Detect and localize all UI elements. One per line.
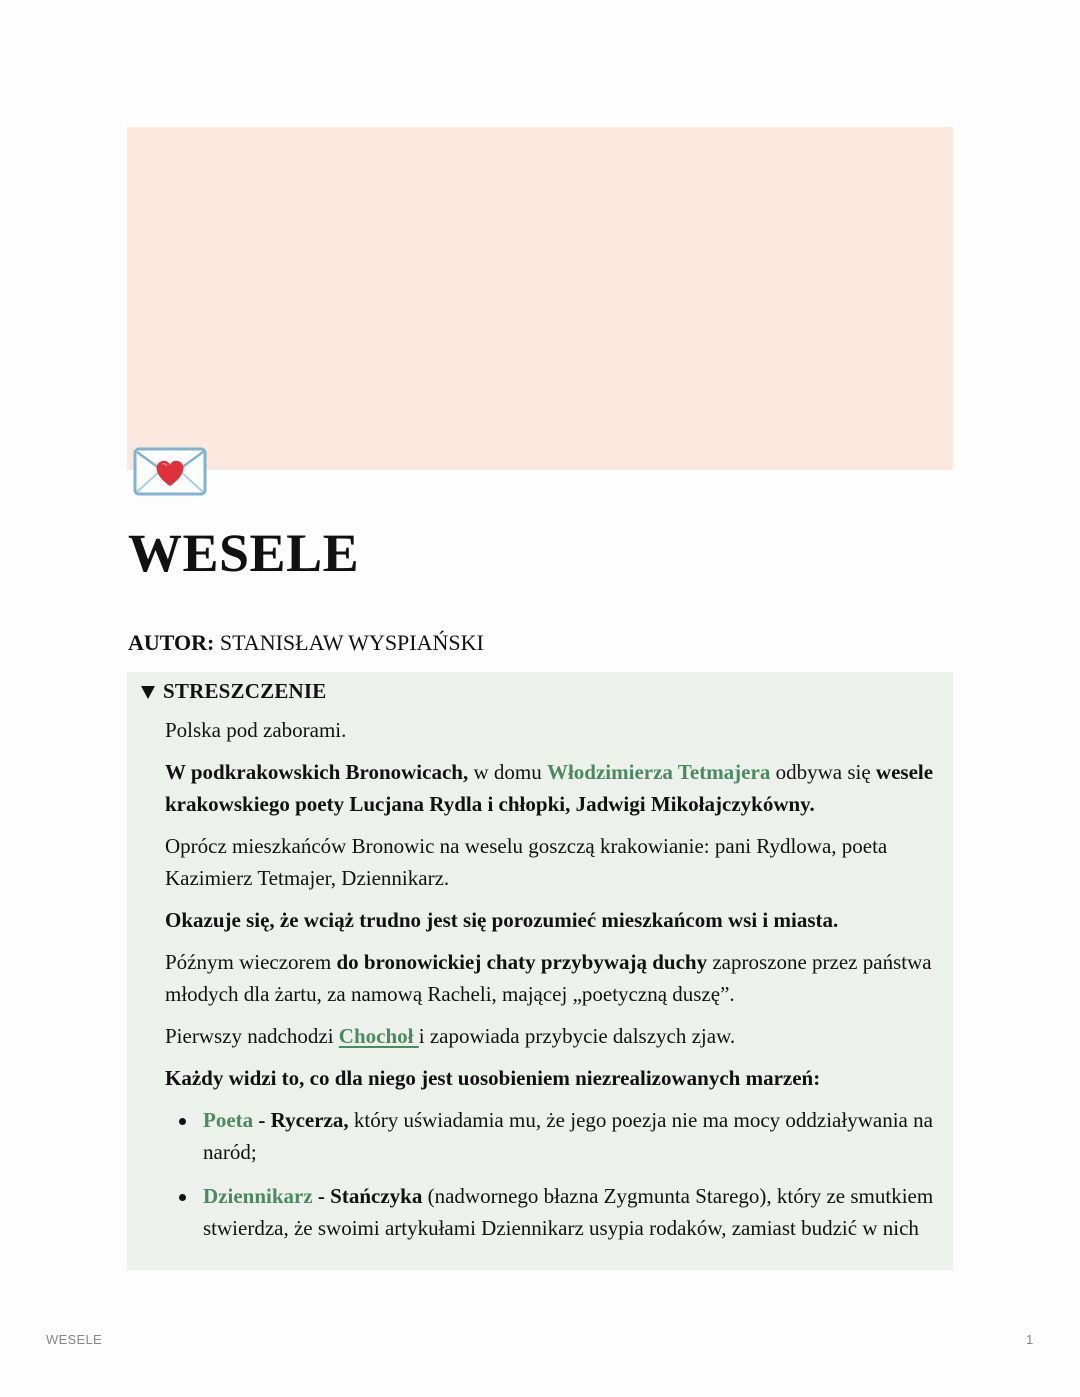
author-line bbox=[128, 628, 484, 658]
summary-toggle-block bbox=[127, 672, 953, 1270]
summary-paragraph-2: W podkrakowskich Bronowicach, w domu Włodzimierza Tetmajera odbywa się wesele krakowskiego poety Lucjana Rydla i chłopki, Jadwigi Mikołajczykówny. bbox=[165, 760, 934, 816]
triangle-down-icon[interactable] bbox=[141, 686, 155, 699]
highlight-tetmajer: Włodzimierza Tetmajera bbox=[546, 760, 771, 784]
bold-text: do bronowickiej chaty przybywają duchy bbox=[336, 950, 708, 974]
summary-toggle[interactable] bbox=[141, 676, 326, 706]
chochol-link[interactable]: Chochoł bbox=[338, 1024, 419, 1048]
character-name: Poeta bbox=[203, 1108, 254, 1132]
author-label: AUTOR: bbox=[128, 630, 215, 655]
summary-content bbox=[165, 714, 945, 1256]
summary-paragraph-1: Polska pod zaborami. bbox=[165, 718, 347, 742]
summary-paragraph-5: Późnym wieczorem do bronowickiej chaty przybywają duchy zaproszone przez państwa młodych dla żartu, za namową Racheli, mającej „poetyczną duszę”. bbox=[165, 950, 932, 1006]
author-name: STANISŁAW WYSPIAŃSKI bbox=[219, 630, 484, 655]
page-title: WESELE bbox=[128, 523, 360, 583]
ghost-name: Stańczyka bbox=[330, 1184, 423, 1208]
bold-text: W podkrakowskich Bronowicach, bbox=[165, 760, 469, 784]
ghost-name: Rycerza, bbox=[270, 1108, 349, 1132]
character-name: Dziennikarz bbox=[203, 1184, 313, 1208]
bold-text: wesele krakowskiego poety Lucjana Rydla i chłopki, Jadwigi Mikołajczykówny. bbox=[165, 760, 934, 816]
footer-title: WESELE bbox=[46, 1332, 102, 1347]
bullet-icon bbox=[179, 1194, 186, 1201]
bullet-icon bbox=[179, 1118, 186, 1125]
summary-paragraph-4: Okazuje się, że wciąż trudno jest się porozumieć mieszkańcom wsi i miasta. bbox=[165, 908, 839, 932]
characters-list bbox=[165, 1104, 945, 1244]
page-number: 1 bbox=[1026, 1332, 1034, 1347]
toggle-label: STRESZCZENIE bbox=[163, 679, 327, 703]
cover-banner bbox=[127, 127, 953, 470]
summary-paragraph-3: Oprócz mieszkańców Bronowic na weselu goszczą krakowianie: pani Rydlowa, poeta Kazimierz Tetmajer, Dziennikarz. bbox=[165, 834, 888, 890]
love-letter-icon bbox=[133, 446, 209, 498]
summary-paragraph-6: Pierwszy nadchodzi Chochoł i zapowiada przybycie dalszych zjaw. bbox=[165, 1024, 736, 1048]
summary-paragraph-7: Każdy widzi to, co dla niego jest uosobieniem niezrealizowanych marzeń: bbox=[165, 1066, 821, 1090]
list-item: Dziennikarz - Stańczyka (nadwornego błazna Zygmunta Starego), który ze smutkiem stwierdza, że swoimi artykułami Dziennikarz usypia rodaków, zamiast budzić w nich bbox=[165, 1180, 945, 1244]
list-item: Poeta - Rycerza, który uświadamia mu, że jego poezja nie ma mocy oddziaływania na naród; bbox=[165, 1104, 945, 1168]
